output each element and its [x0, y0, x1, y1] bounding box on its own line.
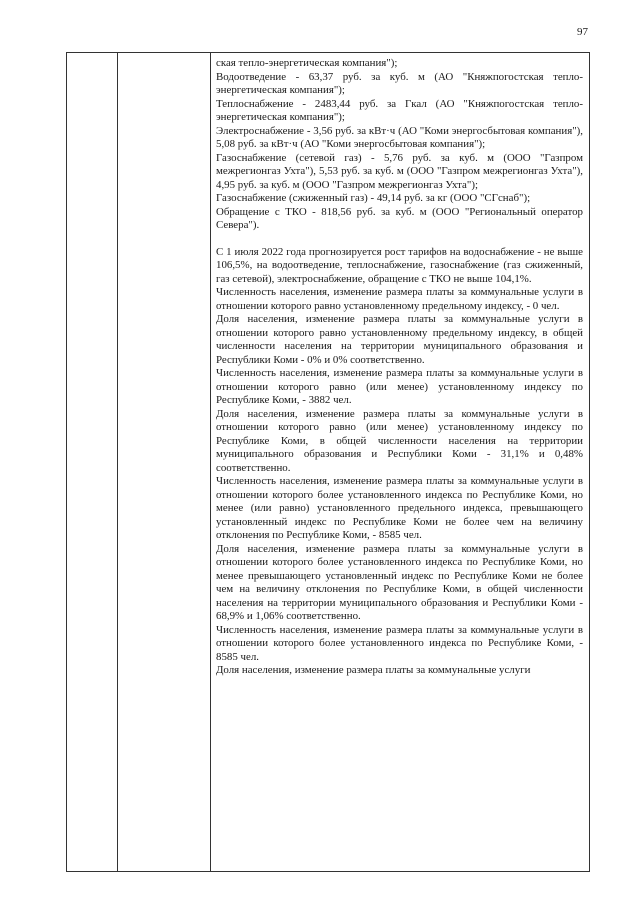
page-number: 97 — [577, 26, 588, 38]
table-cell-text — [216, 57, 583, 678]
paragraph: Численность населения, изменение размера платы за коммунальные услуги в отношении которого равно (или менее) установленному индексу по Республике Коми, - 3882 чел. — [216, 367, 583, 406]
paragraph: Газоснабжение (сжиженный газ) - 49,14 руб. за кг (ООО "СГснаб"); — [216, 192, 531, 204]
paragraph: Электроснабжение - 3,56 руб. за кВт·ч (АО "Коми энергосбытовая компания"), 5,08 руб. за кВт·ч (АО "Коми энергосбытовая компания"); — [216, 124, 583, 150]
paragraph: Водоотведение - 63,37 руб. за куб. м (АО "Княжпогостская тепло-энергетическая компания"); — [216, 70, 583, 96]
column-divider-1 — [117, 53, 118, 871]
paragraph-gap — [216, 233, 583, 246]
paragraph: Доля населения, изменение размера платы за коммунальные услуги в отношении которого равно установленному предельному индексу, в общей численности населения на территории муниципального образования и Республики Коми - 0% и 0% соответственно. — [216, 313, 583, 366]
paragraph: Газоснабжение (сетевой газ) - 5,76 руб. за куб. м (ООО "Газпром межрегионгаз Ухта"), 5,53 руб. за куб. м (ООО "Газпром межрегионгаз Ухта"), 4,95 руб. за куб. м (ООО "Газпром межрегионгаз Ухта"); — [216, 151, 583, 191]
paragraph: С 1 июля 2022 года прогнозируется рост тарифов на водоснабжение - не выше 106,5%, на водоотведение, теплоснабжение, газоснабжение (газ сжиженный, газ сетевой), электроснабжение, обращение с ТКО не выше 104,1%. — [216, 245, 583, 285]
paragraph: Доля населения, изменение размера платы за коммунальные услуги в отношении которого равно (или менее) установленному индексу по Республике Коми, в общей численности населения на территории муниципального образования и Республики Коми - 31,1% и 0,48% соответственно. — [216, 407, 583, 474]
paragraph: Численность населения, изменение размера платы за коммунальные услуги в отношении которого равно установленному предельному индексу, - 0 чел. — [216, 286, 583, 312]
paragraph: Доля населения, изменение размера платы за коммунальные услуги — [216, 664, 531, 676]
paragraph: Доля населения, изменение размера платы за коммунальные услуги в отношении которого более установленного индекса по Республике Коми, но менее превышающего установленный индекс по Республике Коми не более чем на величину отклонения по Республике Коми, в общей численности населения на территории муниципального образования и Республики Коми - 68,9% и 1,06% соответственно. — [216, 542, 583, 622]
paragraph: Теплоснабжение - 2483,44 руб. за Гкал (АО "Княжпогостская тепло-энергетическая компания"); — [216, 97, 583, 123]
paragraph: Численность населения, изменение размера платы за коммунальные услуги в отношении которого более установленного индекса по Республике Коми, - 8585 чел. — [216, 623, 583, 663]
paragraph: Обращение с ТКО - 818,56 руб. за куб. м (ООО "Региональный оператор Севера"). — [216, 205, 583, 231]
paragraph: Численность населения, изменение размера платы за коммунальные услуги в отношении которого более установленного индекса по Республике Коми, но менее (или равно) установленного предельного индекса, превышающего установленный индекс по Республике Коми не более чем на величину отклонения по Республике Коми, - 8585 чел. — [216, 475, 583, 541]
document-table — [66, 52, 590, 872]
paragraph: ская тепло-энергетическая компания"); — [216, 57, 398, 69]
column-divider-2 — [210, 53, 211, 871]
